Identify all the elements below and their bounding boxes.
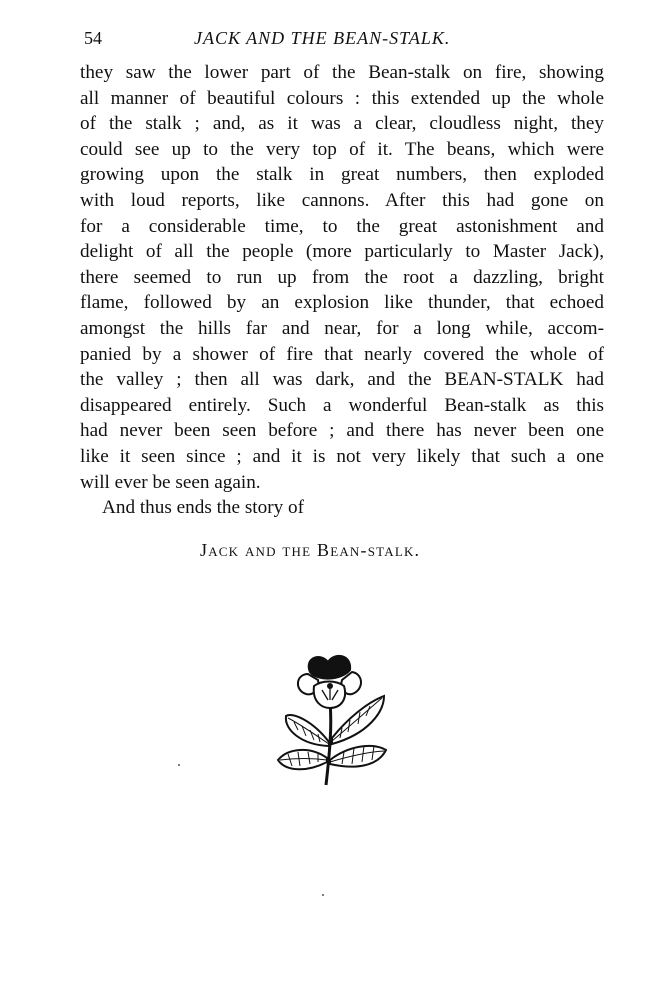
text-line: will ever be seen again. xyxy=(80,471,261,493)
running-title: JACK AND THE BEAN-STALK. xyxy=(194,28,451,48)
text-line: amongst the hills far and near, for a long while, accom- xyxy=(80,317,604,339)
ending-title: Jack and the Bean-stalk. xyxy=(200,540,421,560)
text-line: disappeared entirely. Such a wonderful Bean-stalk as this xyxy=(80,394,604,416)
text-line: all manner of beautiful colours : this extended up the whole xyxy=(80,87,604,109)
text-line: delight of all the people (more particularly to Master Jack), xyxy=(80,241,604,263)
text-line: growing upon the stalk in great numbers, then exploded xyxy=(80,164,604,186)
page-header xyxy=(84,28,500,54)
text-line: the valley ; then all was dark, and the BEAN-STALK had xyxy=(80,369,604,391)
text-line: they saw the lower part of the Bean-stalk on fire, showing xyxy=(80,62,604,83)
print-speck xyxy=(322,894,324,896)
page-number: 54 xyxy=(84,28,102,48)
text-line: of the stalk ; and, as it was a clear, cloudless night, they xyxy=(80,113,604,135)
text-line: like it seen since ; and it is not very likely that such a one xyxy=(80,445,604,467)
text-line: had never been seen before ; and there has never been one xyxy=(80,420,604,442)
text-line: for a considerable time, to the great astonishment and xyxy=(80,215,604,237)
text-line: flame, followed by an explosion like thunder, that echoed xyxy=(80,292,604,314)
closing-line: And thus ends the story of xyxy=(102,497,304,519)
text-line: could see up to the very top of it. The beans, which were xyxy=(80,138,604,160)
body-text xyxy=(80,60,604,521)
text-line: there seemed to run up from the root a dazzling, bright xyxy=(80,266,604,288)
print-speck xyxy=(178,764,180,766)
text-line: panied by a shower of fire that nearly covered the whole of xyxy=(80,343,604,365)
text-line: with loud reports, like cannons. After this had gone on xyxy=(80,189,604,211)
pansy-flower-icon xyxy=(272,650,397,790)
